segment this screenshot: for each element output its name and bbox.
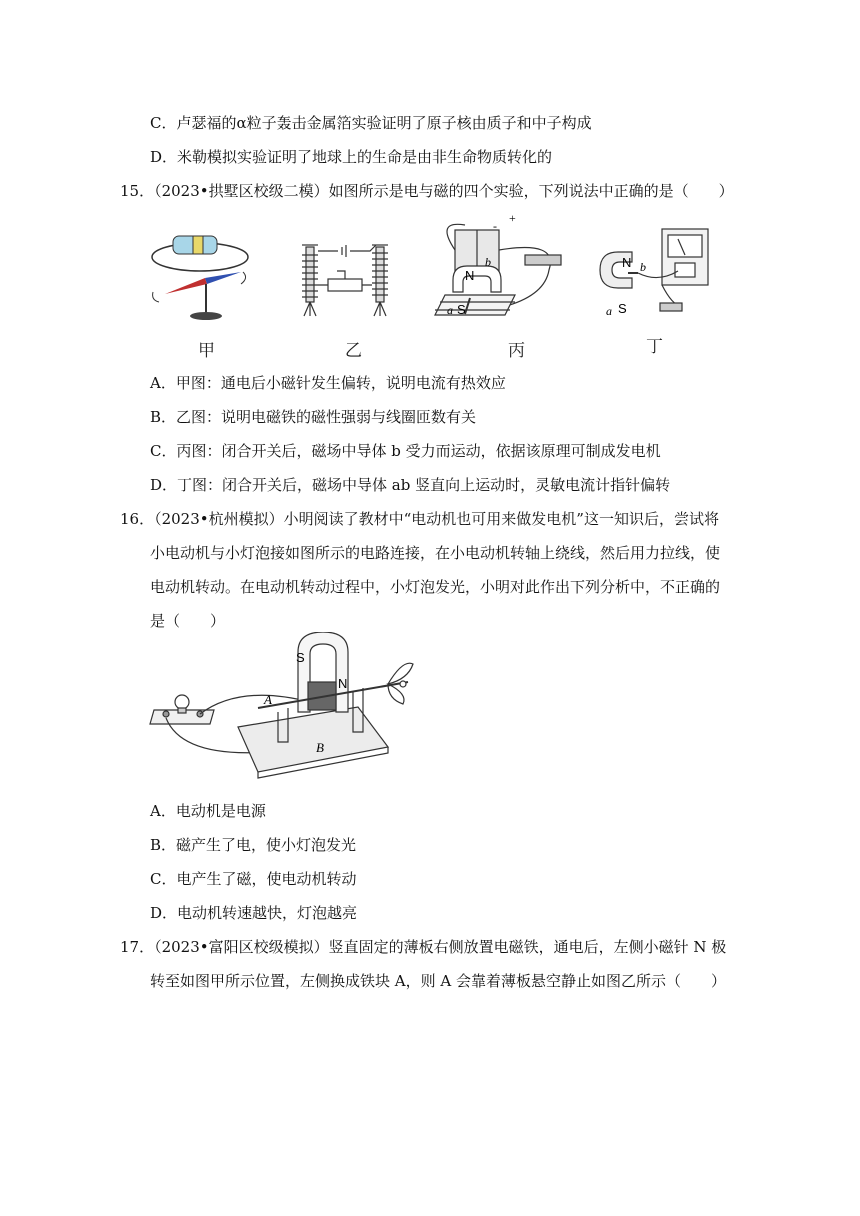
q17-stem-line1: 17．（2023•富阳区校级模拟）竖直固定的薄板右侧放置电磁铁，通电后，左侧小磁针 N 极 bbox=[120, 938, 727, 956]
q15-option-d: D．丁图：闭合开关后，磁场中导体 ab 竖直向上运动时，灵敏电流计指针偏转 bbox=[150, 476, 671, 494]
figure-ding-galvanometer bbox=[590, 225, 715, 325]
figure-16-b: B bbox=[316, 740, 324, 755]
figure-label-yi: 乙 bbox=[345, 341, 362, 361]
figure-16-s: S bbox=[296, 650, 305, 665]
q16-option-a: A．电动机是电源 bbox=[150, 802, 266, 820]
q14-option-c: C．卢瑟福的α粒子轰击金属箔实验证明了原子核由质子和中子构成 bbox=[150, 114, 592, 132]
q17-stem-line2: 转至如图甲所示位置，左侧换成铁块 A，则 A 会靠着薄板悬空静止如图乙所示（ ） bbox=[150, 972, 726, 990]
figure-bing-a: a bbox=[447, 303, 453, 317]
figure-motor-generator-lamp bbox=[148, 632, 420, 782]
figure-label-ding: 丁 bbox=[646, 337, 663, 357]
q15-stem: 15．（2023•拱墅区校级二模）如图所示是电与磁的四个实验，下列说法中正确的是（ ） bbox=[120, 182, 734, 200]
q16-stem-line4: 是（ ） bbox=[150, 612, 226, 630]
q16-stem-line3: 电动机转动。在电动机转动过程中，小灯泡发光，小明对此作出下列分析中，不正确的 bbox=[150, 578, 721, 596]
figure-bing-motor-rails bbox=[425, 210, 575, 330]
q15-option-a: A．甲图：通电后小磁针发生偏转，说明电流有热效应 bbox=[150, 374, 506, 392]
figure-bing-plus: + bbox=[509, 211, 516, 225]
figure-ding-b: b bbox=[640, 260, 646, 274]
q15-option-b: B．乙图：说明电磁铁的磁性强弱与线圈匝数有关 bbox=[150, 408, 477, 426]
q16-option-c: C．电产生了磁，使电动机转动 bbox=[150, 870, 357, 888]
figure-ding-a: a bbox=[606, 304, 612, 318]
q15-option-c: C．丙图：闭合开关后，磁场中导体 b 受力而运动，依据该原理可制成发电机 bbox=[150, 442, 661, 460]
q14-option-d: D．米勒模拟实验证明了地球上的生命是由非生命物质转化的 bbox=[150, 148, 553, 166]
figure-label-jia: 甲 bbox=[198, 341, 215, 361]
figure-bing-b: b bbox=[485, 255, 491, 269]
figure-jia-compass-coil bbox=[145, 222, 255, 327]
figure-ding-s: S bbox=[618, 301, 627, 316]
figure-ding-n: N bbox=[622, 255, 632, 270]
q16-option-b: B．磁产生了电，使小灯泡发光 bbox=[150, 836, 357, 854]
figure-bing-minus: - bbox=[493, 219, 497, 233]
figure-bing-s: S bbox=[457, 302, 466, 317]
figure-yi-electromagnets bbox=[290, 235, 405, 330]
figure-bing-n: N bbox=[465, 268, 475, 283]
figure-label-bing: 丙 bbox=[508, 341, 525, 361]
figure-16-n: N bbox=[338, 676, 348, 691]
q16-stem-line1: 16．（2023•杭州模拟）小明阅读了教材中“电动机也可用来做发电机”这一知识后，尝试将 bbox=[120, 510, 719, 528]
figure-16-a: A bbox=[264, 692, 272, 707]
q16-option-d: D．电动机转速越快，灯泡越亮 bbox=[150, 904, 358, 922]
q16-stem-line2: 小电动机与小灯泡接如图所示的电路连接，在小电动机转轴上绕线，然后用力拉线，使 bbox=[150, 544, 721, 562]
